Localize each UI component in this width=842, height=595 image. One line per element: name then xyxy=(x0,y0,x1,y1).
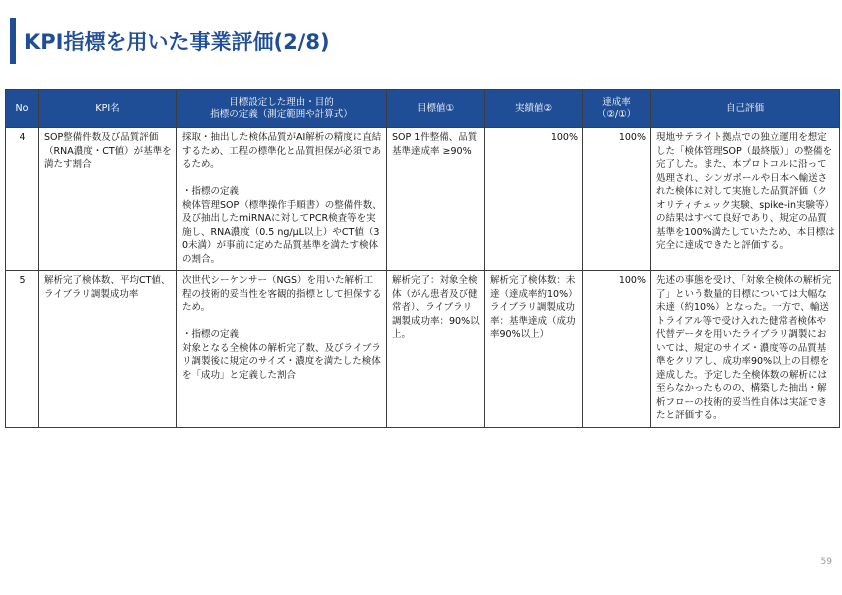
header-actual: 実績値② xyxy=(485,90,583,128)
header-self-eval: 自己評価 xyxy=(651,90,840,128)
header-reason xyxy=(177,90,387,128)
cell-rate: 100% xyxy=(583,271,651,428)
cell-no: 5 xyxy=(6,271,39,428)
header-rate xyxy=(583,90,651,128)
cell-reason: 次世代シーケンサー（NGS）を用いた解析工程の技術的妥当性を客観的指標として担保するため。 ・指標の定義 対象となる全検体の解析完了数、及びライブラリ調製後に規定のサイズ・濃度を満たした検体を「成功」と定義した割合 xyxy=(177,271,387,428)
cell-reason: 採取・抽出した検体品質がAI解析の精度に直結するため、工程の標準化と品質担保が必須であるため。 ・指標の定義 検体管理SOP（標準操作手順書）の整備件数、及び抽出したmiRNAに対してPCR検査等を実施し、RNA濃度（0.5 ng/µL以上）やCT値（30未満）が事前に定めた品質基準を満たす検体の割合。 xyxy=(177,128,387,271)
cell-kpi-name: 解析完了検体数、平均CT値、ライブラリ調製成功率 xyxy=(39,271,177,428)
kpi-table xyxy=(5,89,840,428)
header-rate-line2: （②/①） xyxy=(596,108,637,120)
header-rate-line1: 達成率 xyxy=(602,96,631,108)
page-number: 59 xyxy=(820,557,832,567)
cell-actual: 100% xyxy=(485,128,583,271)
cell-target: SOP 1件整備、品質基準達成率 ≥90% xyxy=(387,128,485,271)
cell-target: 解析完了：対象全検体（がん患者及び健常者）、ライブラリ調製成功率：90%以上。 xyxy=(387,271,485,428)
cell-kpi-name: SOP整備件数及び品質評価（RNA濃度・CT値）が基準を満たす割合 xyxy=(39,128,177,271)
cell-rate: 100% xyxy=(583,128,651,271)
page-title: KPI指標を用いた事業評価(2/8) xyxy=(24,30,330,54)
cell-no: 4 xyxy=(6,128,39,271)
header-kpi-name: KPI名 xyxy=(39,90,177,128)
header-reason-line2: 指標の定義（測定範囲や計算式） xyxy=(210,108,353,120)
header-target: 目標値① xyxy=(387,90,485,128)
table-row xyxy=(6,271,840,428)
title-accent-bar xyxy=(10,18,16,64)
cell-actual: 解析完了検体数：未達（達成率約10%） ライブラリ調製成功率：基準達成（成功率90%以上） xyxy=(485,271,583,428)
table-row xyxy=(6,128,840,271)
header-no: No xyxy=(6,90,39,128)
header-reason-line1: 目標設定した理由・目的 xyxy=(229,96,334,108)
cell-self-eval: 現地サテライト拠点での独立運用を想定した「検体管理SOP（最終版）」の整備を完了した。また、本プロトコルに沿って処理され、シンガポールや日本へ輸送された検体に対して実施した品質評価（クオリティチェック実験、spike-in実験等）の結果はすべて良好であり、規定の品質基準を100%満たしていたため、本目標は完全に達成できたと評価する。 xyxy=(651,128,840,271)
table-header-row xyxy=(6,90,840,128)
cell-self-eval: 先述の事態を受け、「対象全検体の解析完了」という数量的目標については大幅な未達（約10%）となった。一方で、輸送トライアル等で受け入れた健常者検体や代替データを用いたライブラリ調製においては、規定のサイズ・濃度等の品質基準をクリアし、成功率90%以上の目標を達成した。予定した全検体数の解析には至らなかったものの、構築した抽出・解析フローの技術的妥当性自体は実証できたと評価する。 xyxy=(651,271,840,428)
